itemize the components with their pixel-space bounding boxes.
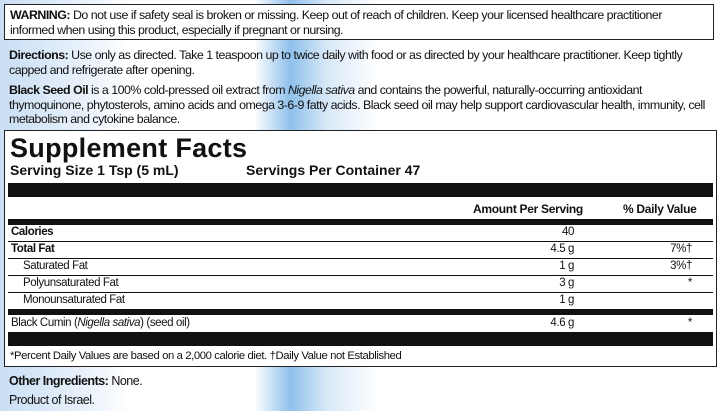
row-amount-saturated-fat: 1 g: [559, 260, 574, 272]
row-name-polyunsaturated-fat: Polyunsaturated Fat: [23, 277, 119, 289]
directions-paragraph: [9, 48, 714, 77]
other-ingredients: [9, 372, 142, 410]
description-paragraph: [9, 83, 714, 127]
table-row: [8, 259, 713, 275]
table-row: [8, 316, 713, 332]
row-amount-monounsaturated-fat: 1 g: [559, 294, 574, 306]
row-amount-polyunsaturated-fat: 3 g: [559, 277, 574, 289]
row-name-saturated-fat: Saturated Fat: [23, 260, 88, 272]
thick-divider-bottom: [8, 332, 713, 346]
description-label: Black Seed Oil: [9, 83, 89, 97]
servings-per-container: Servings Per Container 47: [246, 162, 421, 178]
table-row: [8, 225, 713, 241]
warning-text: Do not use if safety seal is broken or missing. Keep out of reach of children. Keep your licensed healthcare practitioner informed when using this product, especially if pregnant or nursing.: [10, 8, 662, 37]
row-amount-total-fat: 4.5 g: [550, 243, 574, 255]
row-name-total-fat: Total Fat: [11, 243, 55, 255]
row-amount-black-cumin: 4.6 g: [550, 317, 574, 329]
thick-divider-top: [8, 183, 713, 197]
other-ingredients-text: None.: [108, 374, 143, 388]
directions-label: Directions:: [9, 48, 69, 62]
row-dv-saturated-fat: 3%†: [670, 260, 692, 272]
table-row: [8, 276, 713, 292]
other-ingredients-line: [9, 372, 142, 391]
supplement-facts-title: Supplement Facts: [10, 133, 248, 163]
table-row: [8, 242, 713, 258]
thick-divider-mid: [8, 309, 713, 315]
black-cumin-name-part: Black Cumin (: [11, 317, 78, 329]
other-ingredients-label: Other Ingredients:: [9, 374, 109, 388]
row-name-calories: Calories: [11, 226, 54, 238]
header-daily-value: % Daily Value: [623, 202, 697, 216]
black-cumin-name-suffix: ) (seed oil): [140, 317, 190, 329]
header-amount-per-serving: Amount Per Serving: [473, 202, 583, 216]
supplement-facts-panel: [4, 130, 717, 367]
description-text-2: and contains the powerful, naturally-occurring antioxidant thymoquinone, phytosterols, amino acids and omega 3-6-9 fatty acids. Black seed oil may help support cardiovascular health, immunity, cell metabolism and cytokine balance.: [9, 83, 705, 126]
row-dv-black-cumin: *: [687, 317, 692, 329]
warning-box: [4, 4, 714, 40]
row-name-black-cumin: [11, 317, 190, 329]
footnote: *Percent Daily Values are based on a 2,000 calorie diet. †Daily Value not Established: [10, 350, 402, 362]
row-amount-calories: 40: [562, 226, 574, 238]
row-name-monounsaturated-fat: Monounsaturated Fat: [23, 294, 125, 306]
row-dv-total-fat: 7%†: [670, 243, 692, 255]
description-italic: Nigella sativa: [287, 83, 355, 97]
warning-label: WARNING:: [10, 8, 71, 22]
description-text-1: is a 100% cold-pressed oil extract from: [88, 83, 288, 97]
table-row: [8, 293, 713, 309]
serving-size: Serving Size 1 Tsp (5 mL): [10, 162, 179, 178]
row-dv-polyunsaturated-fat: *: [687, 277, 692, 289]
directions-text: Use only as directed. Take 1 teaspoon up to twice daily with food or as directed by your healthcare practitioner. Keep tightly capped and refrigerate after opening.: [9, 48, 683, 77]
product-origin: Product of Israel.: [9, 393, 95, 407]
black-cumin-italic: Nigella sativa: [77, 317, 141, 329]
